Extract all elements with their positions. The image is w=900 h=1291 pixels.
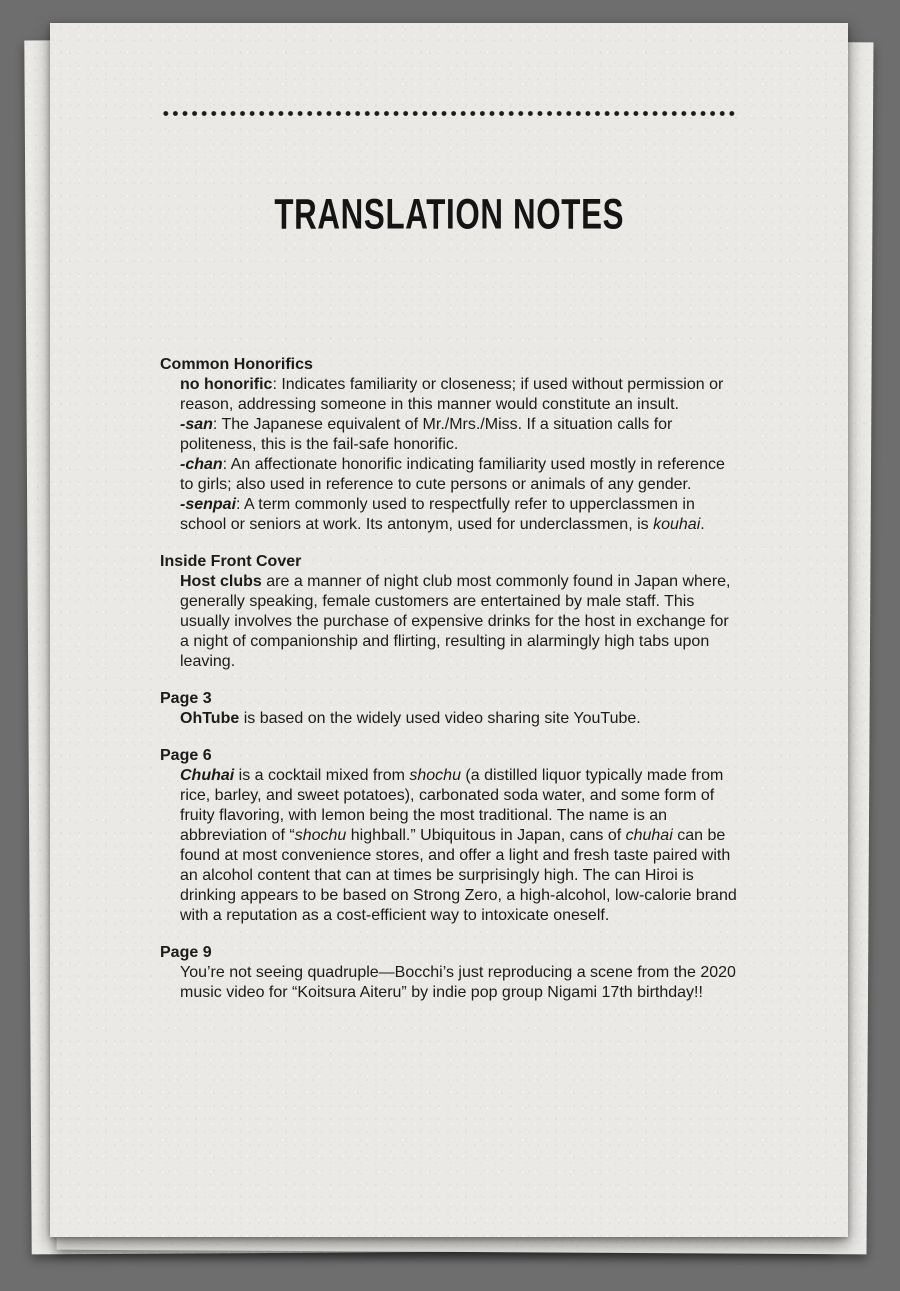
text-run: no honorific <box>180 376 273 393</box>
text-run: (a distilled liquor typically made from rice, barley, and sweet potatoes), carbonated soda water, and some form of fruity flavoring, with lemon being the most traditional. The name is an abbreviation of “ <box>180 767 724 844</box>
note-paragraph <box>180 375 740 415</box>
note-paragraph <box>180 415 740 455</box>
note-section <box>160 746 740 926</box>
page-title-text: TRANSLATION NOTES <box>274 190 624 238</box>
section-heading: Inside Front Cover <box>160 553 302 570</box>
section-heading: Page 9 <box>160 944 212 961</box>
text-run: -senpai <box>180 496 237 513</box>
note-section <box>160 689 740 729</box>
text-run: OhTube <box>180 710 240 727</box>
text-run: . <box>700 516 705 533</box>
note-paragraph <box>180 709 740 729</box>
text-run: kouhai <box>653 516 701 533</box>
note-section <box>160 552 740 672</box>
text-run: is a cocktail mixed from <box>234 767 410 784</box>
text-run: can be found at most convenience stores, and offer a light and fresh taste paired with an alcohol content that can at times be surprisingly high. The can Hiroi is drinking appears to be based on Strong Zero, a high-alcohol, low-calorie brand with a reputation as a cost-efficient way to intoxicate oneself. <box>180 827 737 924</box>
text-run: shochu <box>294 827 347 844</box>
text-run: chuhai <box>625 827 673 844</box>
text-run: : A term commonly used to respectfully refer to upperclassmen in school or seniors at work. Its antonym, used for underclassmen, is <box>180 496 695 533</box>
text-run: are a manner of night club most commonly found in Japan where, generally speaking, female customers are entertained by male staff. This usually involves the purchase of expensive drinks for the host in exchange for a night of companionship and flirting, resulting in alarmingly high tabs upon leaving. <box>180 573 731 670</box>
text-run: Host clubs <box>180 573 262 590</box>
note-paragraph <box>180 455 740 495</box>
text-run: You’re not seeing quadruple—Bocchi’s just reproducing a scene from the 2020 music video for “Koitsura Aiteru” by indie pop group Nigami 17th birthday!! <box>180 964 736 1001</box>
note-paragraph <box>180 495 740 535</box>
section-heading: Page 6 <box>160 747 212 764</box>
notes-sections <box>160 355 740 1003</box>
dotted-divider <box>161 109 739 118</box>
text-run: shochu <box>409 767 461 784</box>
note-paragraph <box>180 572 740 672</box>
note-section <box>160 355 740 535</box>
text-run: is based on the widely used video sharing site YouTube. <box>239 710 641 727</box>
page-title <box>50 191 848 237</box>
text-run: : Indicates familiarity or closeness; if used without permission or reason, addressing someone in this manner would constitute an insult. <box>180 376 724 413</box>
text-run: -san <box>180 416 213 433</box>
text-run: : The Japanese equivalent of Mr./Mrs./Miss. If a situation calls for politeness, this is the fail-safe honorific. <box>180 416 673 453</box>
note-paragraph <box>180 766 740 926</box>
text-run: highball.” Ubiquitous in Japan, cans of <box>346 827 626 844</box>
note-paragraph <box>180 963 740 1003</box>
note-section <box>160 943 740 1003</box>
section-heading: Common Honorifics <box>160 356 313 373</box>
section-heading: Page 3 <box>160 690 212 707</box>
translation-notes-page <box>50 23 848 1237</box>
text-run: : An affectionate honorific indicating familiarity used mostly in reference to girls; also used in reference to cute persons or animals of any gender. <box>180 456 725 493</box>
text-run: Chuhai <box>180 767 235 784</box>
text-run: -chan <box>180 456 223 473</box>
